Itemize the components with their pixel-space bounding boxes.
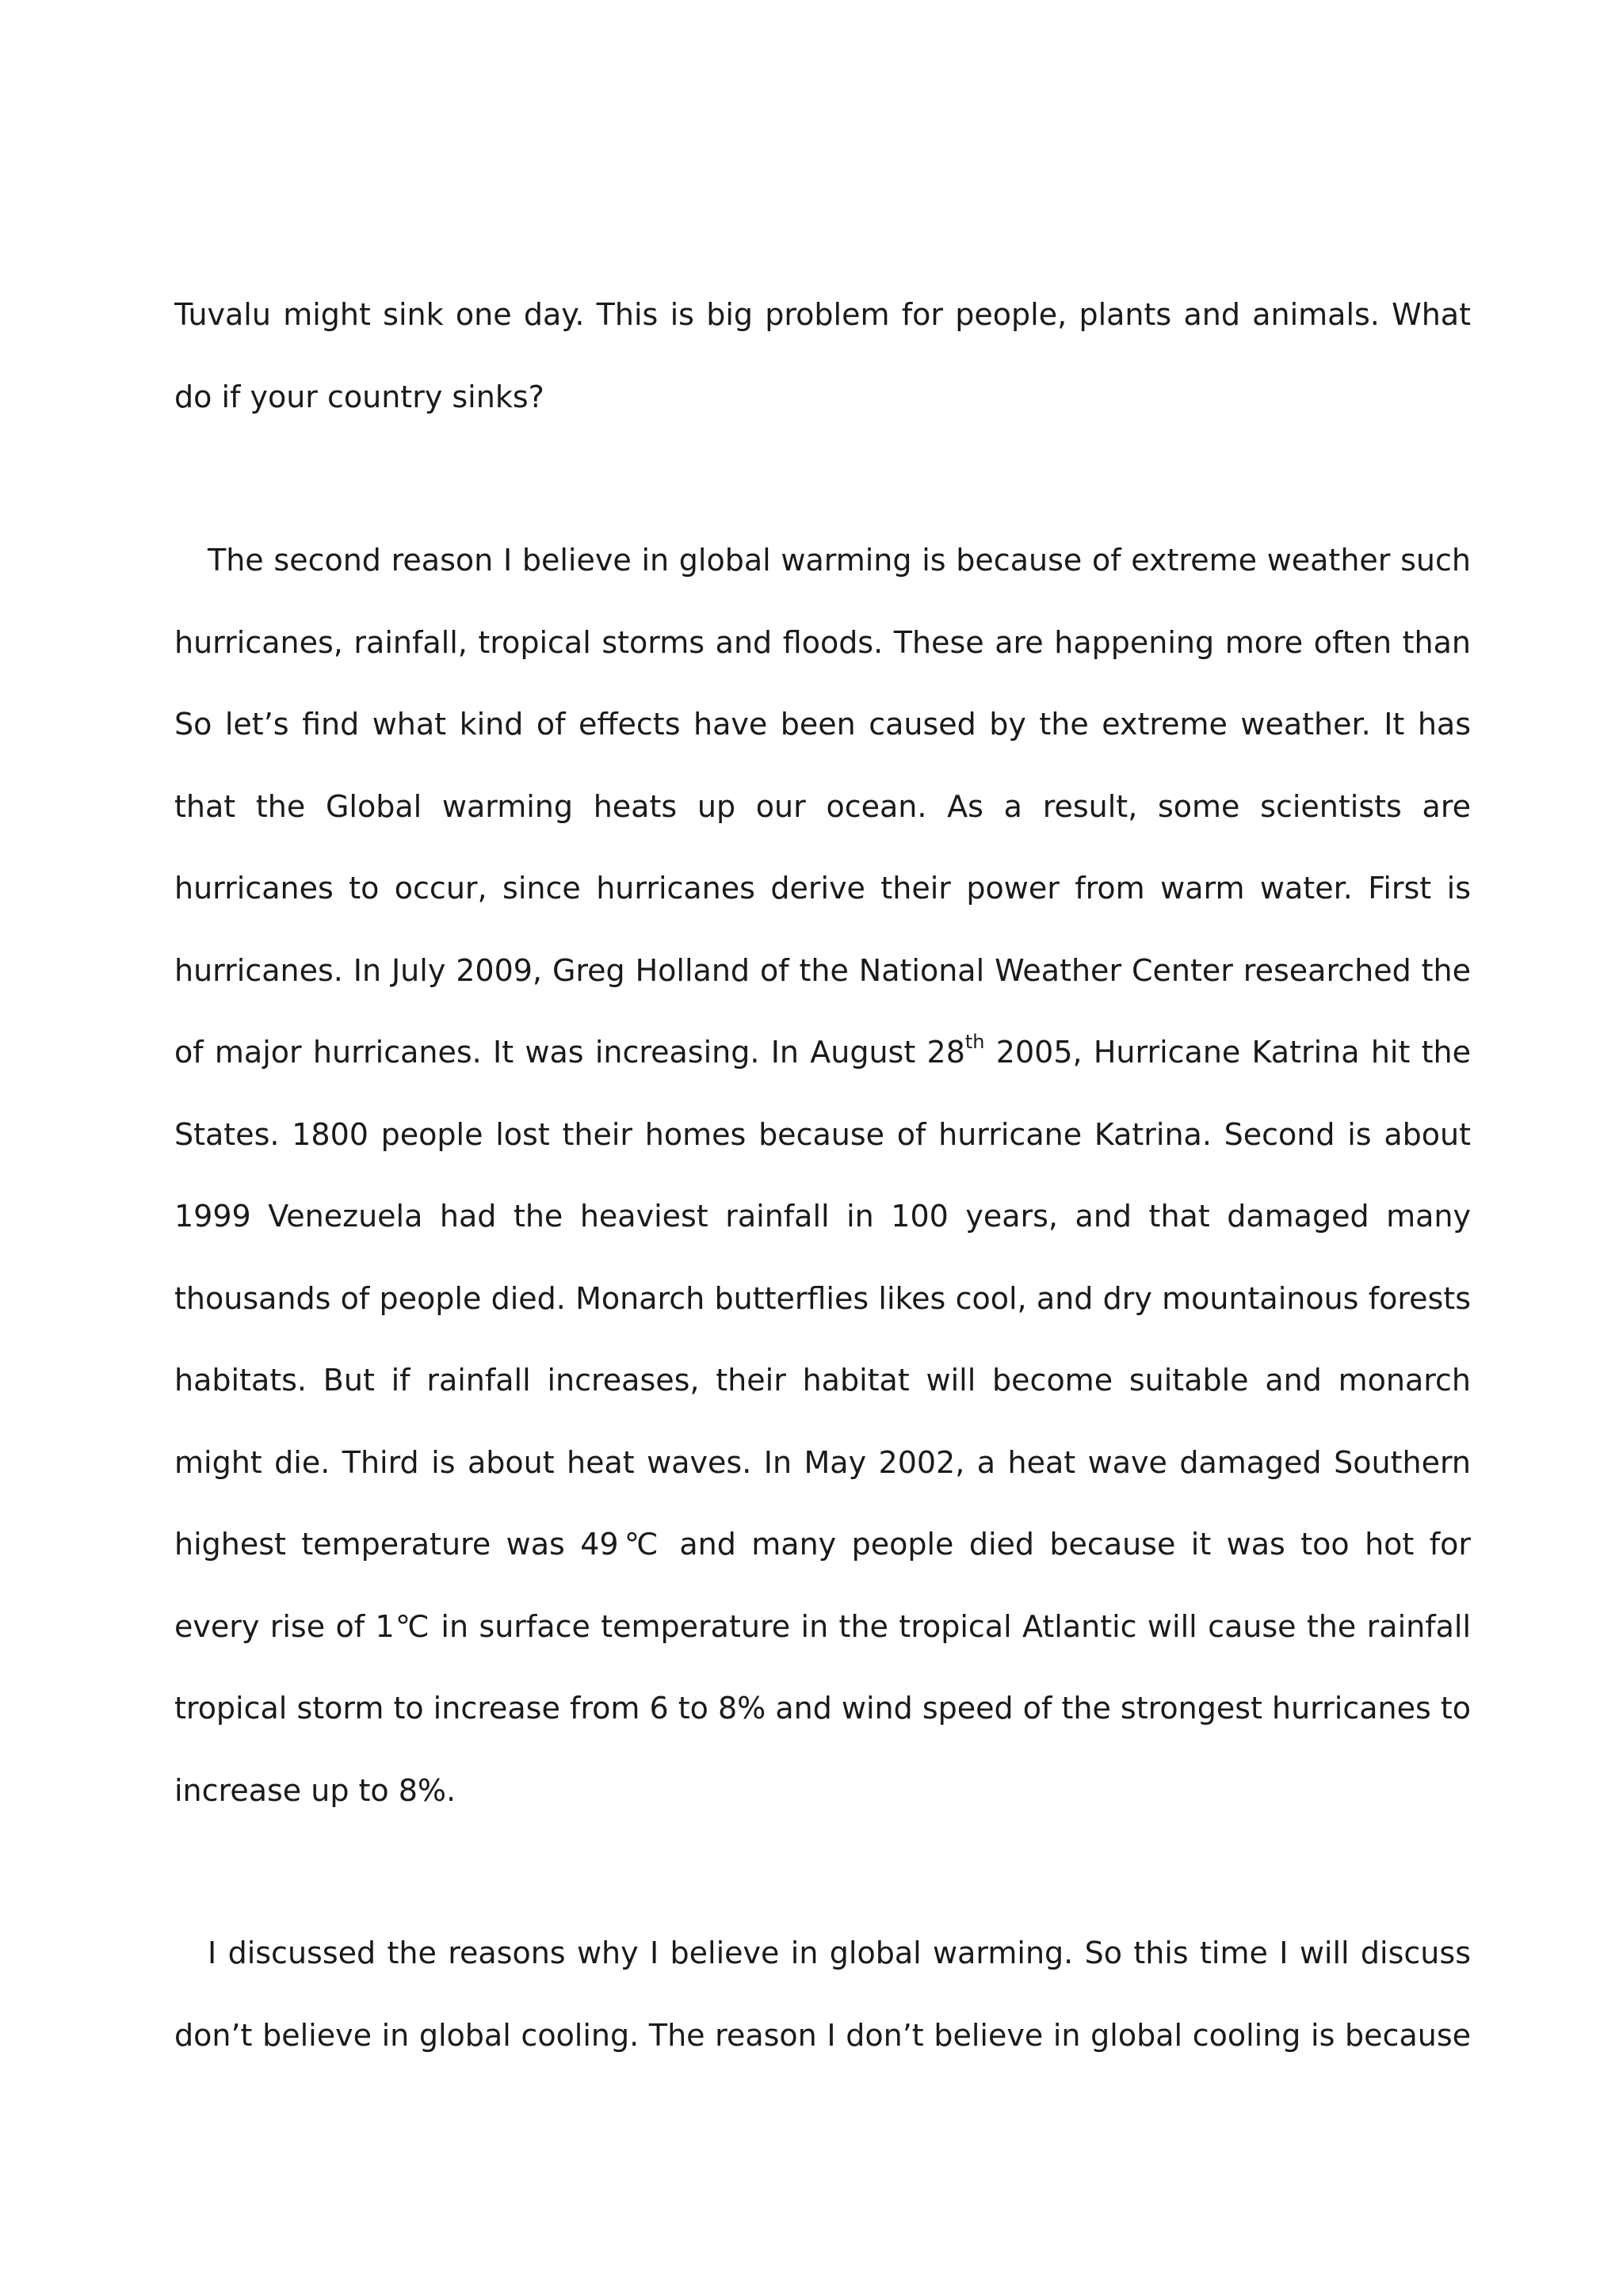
text-line: hurricanes. In July 2009, Greg Holland of the National Weather Center researched the xyxy=(174,952,1471,988)
text-line: thousands of people died. Monarch butterflies likes cool, and dry mountainous forests xyxy=(174,1280,1471,1316)
text-segment: of major hurricanes. It was increasing. In August 28 xyxy=(174,1035,965,1070)
text-line: highest temperature was 49℃ and many people died because it was too hot for xyxy=(174,1527,1471,1562)
text-line: tropical storm to increase from 6 to 8% and wind speed of the strongest hurricanes to xyxy=(174,1691,1471,1726)
text-line: habitats. But if rainfall increases, their habitat will become suitable and monarch xyxy=(174,1363,1471,1398)
text-line: hurricanes to occur, since hurricanes derive their power from warm water. First is xyxy=(174,871,1471,906)
text-line: The second reason I believe in global warming is because of extreme weather such xyxy=(208,543,1471,578)
text-line: might die. Third is about heat waves. In May 2002, a heat wave damaged Southern xyxy=(174,1444,1471,1480)
text-segment: 2005, Hurricane Katrina hit the xyxy=(995,1035,1471,1070)
text-line: States. 1800 people lost their homes because of hurricane Katrina. Second is about xyxy=(174,1116,1471,1152)
text-line: don’t believe in global cooling. The reason I don’t believe in global cooling is because xyxy=(174,2017,1471,2053)
text-line: So let’s find what kind of effects have been caused by the extreme weather. It has xyxy=(174,707,1471,742)
text-line: Tuvalu might sink one day. This is big problem for people, plants and animals. What xyxy=(174,297,1471,332)
text-line: hurricanes, rainfall, tropical storms and floods. These are happening more often than xyxy=(174,624,1471,660)
text-line: increase up to 8%. xyxy=(174,1772,456,1808)
superscript: th xyxy=(964,1031,985,1054)
paragraph-3 xyxy=(174,1913,1471,2077)
paragraph-1 xyxy=(174,274,1471,438)
text-line: 1999 Venezuela had the heaviest rainfall in 100 years, and that damaged many xyxy=(174,1199,1471,1234)
paragraph-2 xyxy=(174,520,1471,1832)
text-line-with-superscript xyxy=(174,1012,1471,1094)
text-line: do if your country sinks? xyxy=(174,379,544,414)
text-line: that the Global warming heats up our ocean. As a result, some scientists are xyxy=(174,788,1471,824)
text-line: I discussed the reasons why I believe in global warming. So this time I will discuss xyxy=(208,1936,1471,1970)
text-line: every rise of 1℃ in surface temperature in the tropical Atlantic will cause the rainfall xyxy=(174,1608,1471,1644)
